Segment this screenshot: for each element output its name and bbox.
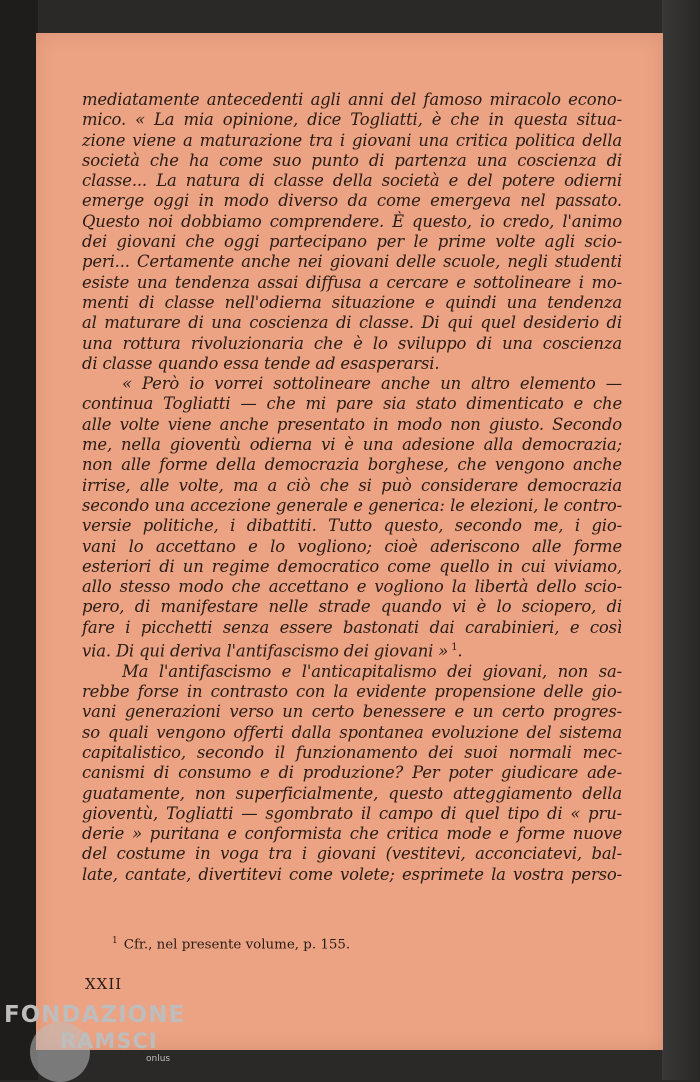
- text-line: mediatamente antecedenti agli anni del famoso miracolo econo-: [82, 90, 622, 109]
- text-line: pero, di manifestare nelle strade quando vi è lo sciopero, di: [82, 597, 622, 617]
- text-line: vani generazioni verso un certo benessere e un certo progres-: [82, 702, 622, 722]
- text-line: mico. « La mia opinione, dice Togliatti, è che in questa situa-: [82, 110, 622, 130]
- text-line: zione viene a maturazione tra i giovani una critica politica della: [82, 130, 622, 150]
- scan-background-right: [662, 0, 700, 1080]
- text-line: allo stesso modo che accettano e vogliono la libertà dello scio-: [82, 577, 622, 597]
- text-line: « Però io vorrei sottolineare anche un altro elemento —: [122, 374, 622, 394]
- text-line: peri... Certamente anche nei giovani delle scuole, negli studenti: [82, 252, 622, 272]
- text-line: continua Togliatti — che mi pare sia stato dimenticato e che: [82, 394, 622, 414]
- footnote-reference: 1: [451, 642, 458, 654]
- text-line: esiste una tendenza assai diffusa a cercare e sottolineare i mo-: [82, 272, 622, 292]
- scan-background-left: [0, 0, 38, 1080]
- text-line: classe... La natura di classe della società e del potere odierni: [82, 171, 622, 191]
- text-line: canismi di consumo e di produzione? Per poter giudicare ade-: [82, 763, 622, 783]
- text-line-content: via. Di qui deriva l'antifascismo dei giovani »: [82, 641, 449, 661]
- logo-text-line1: FONDAZIONE: [4, 1002, 186, 1028]
- text-line: alle volte viene anche presentato in modo non giusto. Secondo: [82, 414, 622, 434]
- text-line: rebbe forse in contrasto con la evidente propensione delle gio-: [82, 682, 622, 702]
- text-line: di classe quando essa tende ad esasperarsi.: [82, 353, 440, 373]
- text-line: gioventù, Togliatti — sgombrato il campo di quel tipo di « pru-: [82, 803, 622, 823]
- text-line: Questo noi dobbiamo comprendere. È questo, io credo, l'animo: [82, 211, 622, 231]
- text-line: so quali vengono offerti dalla spontanea evoluzione del sistema: [82, 722, 622, 742]
- text-line: me, nella gioventù odierna vi è una adesione alla democrazia;: [82, 435, 622, 455]
- text-line: capitalistico, secondo il funzionamento dei suoi normali mec-: [82, 742, 622, 762]
- text-line: derie » puritana e conformista che critica mode e forme nuove: [82, 824, 622, 844]
- text-line: esteriori di un regime democratico come quello in cui viviamo,: [82, 556, 622, 576]
- text-line: guatamente, non superficialmente, questo atteggiamento della: [82, 783, 622, 803]
- text-line: società che ha come suo punto di partenza una coscienza di: [82, 150, 622, 170]
- text-line: fare i picchetti senza essere bastonati dai carabinieri, e così: [82, 617, 622, 637]
- text-line: menti di classe nell'odierna situazione e quindi una tendenza: [82, 292, 622, 312]
- text-line: Ma l'antifascismo e l'anticapitalismo dei giovani, non sa-: [122, 661, 622, 681]
- logo-text-line2: RAMSCI: [60, 1029, 158, 1053]
- text-line: al maturare di una coscienza di classe. Di qui quel desiderio di: [82, 313, 622, 333]
- watermark-logo: [0, 1002, 220, 1072]
- footnote-text: Cfr., nel presente volume, p. 155.: [123, 937, 351, 953]
- text-line: una rottura rivoluzionaria che è lo sviluppo di una coscienza: [82, 333, 622, 353]
- text-line: versie politiche, i dibattiti. Tutto questo, secondo me, i gio-: [82, 516, 622, 536]
- text-line: late, cantate, divertitevi come volete; esprimete la vostra perso-: [82, 864, 622, 884]
- text-line: non alle forme della democrazia borghese, che vengono anche: [82, 455, 622, 475]
- text-line: del costume in voga tra i giovani (vestitevi, acconciatevi, bal-: [82, 844, 622, 864]
- footnote: [112, 936, 350, 952]
- text-line: irrise, alle volte, ma a ciò che si può considerare democrazia: [82, 475, 622, 495]
- text-line: vani lo accettano e lo vogliono; cioè aderiscono alle forme: [82, 536, 622, 556]
- text-line: dei giovani che oggi partecipano per le prime volte agli scio-: [82, 232, 622, 252]
- text-line: secondo una accezione generale e generica: le elezioni, le contro-: [82, 495, 622, 515]
- page-number: XXII: [85, 975, 123, 993]
- body-text: [82, 90, 622, 885]
- text-line: emerge oggi in modo diverso da come emergeva nel passato.: [82, 191, 622, 211]
- footnote-number: 1: [112, 936, 118, 946]
- text-line: via. Di qui deriva l'antifascismo dei giovani » $^1$.: [82, 641, 463, 661]
- logo-text-onlus: onlus: [146, 1054, 171, 1064]
